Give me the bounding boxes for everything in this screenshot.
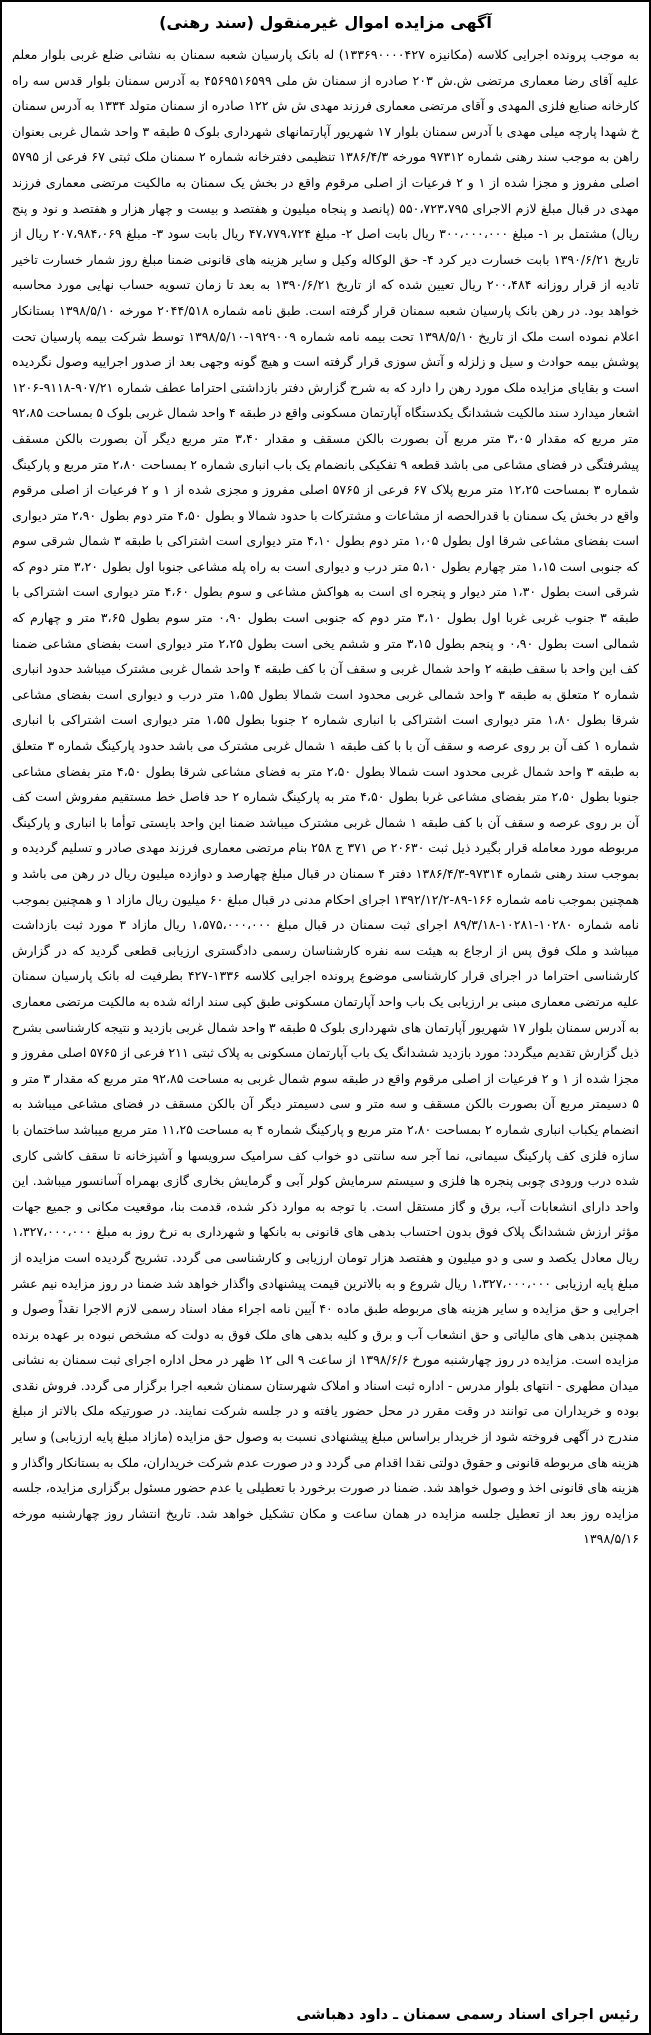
notice-title: آگهی مزایده اموال غیرمنقول (سند رهنی) [159,13,492,32]
notice-signature: رئیس اجرای اسناد رسمی سمنان ـ داود دهباشی [296,2007,639,2023]
notice-body: به موجب پرونده اجرایی کلاسه (مکانیزه ۱۳۳۶۹۰۰۰۰۴۲۷) له بانک پارسیان شعبه سمنان به نشانی ضلع غربی بلوار معلم علیه آقای رضا معماری مرتضی ش.ش ۲۰۳ صادره از سمنان ش ملی ۴۵۶۹۵۱۶۵۹۹ به آدرس سمنان بلوار قدس سه راه کارخانه صنایع فلزی المهدی و آقای مرتضی معماری فرزند مهدی ش ش ۱۲۲ صادره از سمنان متولد ۱۳۳۴ به آدرس سمنان خ شهدا پارچه میلی مهدی با آدرس سمنان بلوار ۱۷ شهریور آپارتمانهای شهرداری بلوک ۵ طبقه ۳ واحد شمال غربی بعنوان راهن به موجب سند رهنی شماره ۹۷۳۱۲ مورخه ۱۳۸۶/۴/۳ تنظیمی دفترخانه شماره ۲ سمنان ملک ثبتی ۶۷ فرعی از ۵۷۹۵ اصلی مفروز و مجزا شده از ۱ و ۲ فرعیات از اصلی مرقوم واقع در بخش یک سمنان به مالکیت مرتضی معماری فرزند مهدی در قبال مبلغ لازم الاجرای ۵۵۰،۷۲۳،۷۹۵ (پانصد و پنجاه میلیون و هفتصد و بیست و چهار هزار و هفتصد و نود و پنج ریال) مشتمل بر ۱- مبلغ ۳۰۰،۰۰۰،۰۰۰ ریال بابت اصل ۲- مبلغ ۴۷،۷۷۹،۷۲۴ ریال بابت سود ۳- مبلغ ۲۰۷،۹۸۴،۰۶۹ ریال از تاریخ ۱۳۹۰/۶/۲۱ بابت خسارت دیر کرد ۴- حق الوکاله وکیل و سایر هزینه های قانونی ضمنا مبلغ روز شمار خسارت تاخیر تادیه از قرار روزانه ۲۰۰،۴۸۴ ریال تعیین شده که از تاریخ ۱۳۹۰/۶/۲۱ به بعد تا زمان تسویه حساب نهایی مورد محاسبه خواهد بود. در رهن بانک پارسیان شعبه سمنان قرار گرفته است. طبق نامه شماره ۲۰۴۴/۵۱۸ مورخه ۱۳۹۸/۵/۱۰ بستانکار اعلام نموده است ملک از تاریخ ۱۳۹۸/۵/۱۰ تحت بیمه نامه شماره ۱۹۲۹۰۰۹-۱۳۹۸/۵/۱۰ توسط شرکت بیمه پارسیان تحت پوشش بیمه حوادث و سیل و زلزله و آتش سوزی قرار گرفته است و هیچ گونه وجهی بعد از صدور اجراییه وصول نگردیده است و بقایای مزایده ملک مورد رهن را دارد که به شرح گزارش دفتر بازداشتی احتراما عطف شماره ۹۰۷/۲۱-۹۱۱۸-۱۲۰۶ اشعار میدارد سند مالکیت ششدانگ یکدستگاه آپارتمان مسکونی واقع در طبقه ۴ واحد شمال غربی بلوک ۵ بمساحت ۹۲،۸۵ متر مربع که مقدار ۳،۰۵ متر مربع آن بصورت بالکن مسقف و مقدار ۳،۴۰ متر مربع دیگر آن بصورت بالکن مسقف پیشرفتگی در فضای مشاعی می باشد قطعه ۹ تفکیکی بانضمام یک باب انباری شماره ۲ بمساحت ۲،۸۰ متر مربع و پارکینگ شماره ۳ بمساحت ۱۲،۲۵ متر مربع پلاک ۶۷ فرعی از ۵۷۶۵ اصلی مفروز و مجزی شده از ۱ و ۲ فرعیات از اصلی مرقوم واقع در بخش یک سمنان با قدرالحصه از مشاعات و مشترکات با حدود شمالا و بطول ۴،۵۰ متر دوم بطول ۲،۹۰ متر دیواری است بفضای مشاعی شرقا اول بطول ۱،۰۵ متر دوم بطول ۴،۱۰ متر دیواری است اشتراکی با طبقه ۳ شمال شرقی سوم که جنوبی است ۱،۱۵ متر چهارم بطول ۵،۱۰ متر درب و دیواری است به راه پله مشاعی جنوبا اول بطول ۳،۲۰ متر دوم که شرقی است بطول ۱،۳۰ متر دیوار و پنجره ای است به هواکش مشاعی و سوم بطول ۴،۶۰ متر دیواری است اشتراکی با طبقه ۳ جنوب غربی غربا اول بطول ۳،۱۰ متر دوم که جنوبی است بطول ۰،۹۰ متر سوم بطول ۳،۶۵ متر و چهارم که شمالی است بطول ۰،۹۰ و پنجم بطول ۳،۱۵ متر و ششم یخی است بطول ۲،۲۵ متر دیواری است بفضای مشاعی ضمنا کف این واحد با سقف طبقه ۲ واحد شمال غربی و سقف آن با کف طبقه ۴ واحد شمال غربی مشترک میباشد حدود انباری شماره ۲ متعلق به طبقه ۳ واحد شمالی غربی محدود است شمالا بطول ۱،۵۵ متر درب و دیواری است بفضای مشاعی شرقا بطول ۱،۸۰ متر دیواری است اشتراکی با انباری شماره ۲ جنوبا بطول ۱،۵۵ متر دیواری است اشتراکی با انباری شماره ۱ کف آن بر روی عرصه و سقف آن با با کف طبقه ۱ شمال غربی مشترک می باشد حدود پارکینگ شماره ۳ متعلق به طبقه ۳ واحد شمال غربی محدود است شمالا بطول ۲،۵۰ متر به فضای مشاعی شرقا بطول ۴،۵۰ متر بفضای مشاعی جنوبا بطول ۲،۵۰ متر بفضای مشاعی غربا بطول ۴،۵۰ متر به پارکینگ شماره ۲ حد فاصل خط مستقیم مفروش است کف آن بر روی عرصه و سقف آن با کف طبقه ۱ شمال غربی مشترک میباشد ضمنا این واحد بایستی توأما با انباری و پارکینگ مربوطه مورد معامله قرار بگیرد ذیل ثبت ۲۰۶۳۰ ص ۳۷۱ ج ۲۵۸ بنام مرتضی معماری فرزند مهدی صادر و تسلیم گردیده و بموجب سند رهنی شماره ۹۷۳۱۴-۱۳۸۶/۴/۳ دفتر ۴ سمنان در قبال مبلغ چهارصد و دوازده میلیون ریال در رهن می باشد و همچنین بموجب نامه شماره ۱۶۶-۸۹-۱۳۹۲/۱۲/۲ اجرای احکام مدنی در قبال مبلغ ۶۰ میلیون ریال مازاد ۱ و همچنین بموجب نامه شماره ۱۰۲۸۰-۱۰۲۸۱-۸۹/۳/۱۸ اجرای ثبت سمنان در قبال مبلغ ۱،۵۷۵،۰۰۰،۰۰۰ ریال مازاد ۳ مورد ثبت بازداشت میباشد و ملک فوق پس از ارجاع به هیئت سه نفره کارشناسان رسمی دادگستری ارزیابی قطعی گردید که در گزارش کارشناسی احتراما در اجرای قرار کارشناسی موضوع پرونده اجرایی کلاسه ۱۳۳۶-۴۲۷ بطرفیت له بانک پارسیان سمنان علیه مرتضی معماری مبنی بر ارزیابی یک باب واحد آپارتمان مسکونی طبق کپی سند ارائه شده به مالکیت مرتضی معماری به آدرس سمنان بلوار ۱۷ شهریور آپارتمان های شهرداری بلوک ۵ طبقه ۳ واحد شمال غربی بازدید و نتیجه کارشناسی بشرح ذیل گزارش تقدیم میگردد: مورد بازدید ششدانگ یک باب آپارتمان مسکونی به پلاک ثبتی ۲۱۱ فرعی از ۵۷۶۵ اصلی مفروز و مجزا شده از ۱ و ۲ فرعیات از اصلی مرقوم واقع در طبقه سوم شمال غربی به مساحت ۹۲،۸۵ متر مربع که مقدار ۳ متر و ۵ دسیمتر مربع آن بصورت بالکن مسقف و سه متر و سی دسیمتر دیگر آن بالکن مسقف در فضای مشاعی میباشد به انضمام یکباب انباری شماره ۲ بمساحت ۲،۸۰ متر مربع و پارکینگ شماره ۴ به مساحت ۱۱،۲۵ متر مربع میباشد ساختمان با سازه فلزی کف پارکینگ سیمانی، نما آجر سه سانتی دو خواب کف سرامیک سرویسها و آشپزخانه تا سقف کاشی کاری شده درب ورودی چوبی پنجره ها فلزی و سیستم سرمایش کولر آبی و گرمایش بخاری گازی بهمراه آسانسور میباشد. این واحد دارای انشعابات آب، برق و گاز مستقل است. با توجه به موارد ذکر شده، قدمت بنا، موقعیت مکانی و جمیع جهات مؤثر ارزش ششدانگ پلاک فوق بدون احتساب بدهی های قانونی به بانکها و شهرداری به نرخ روز به مبلغ ۱،۳۲۷،۰۰۰،۰۰۰ ریال معادل یکصد و سی و دو میلیون و هفتصد هزار تومان ارزیابی و کارشناسی می گردد. تشریح گردیده است مزایده از مبلغ پایه ارزیابی ۱،۳۲۷،۰۰۰،۰۰۰ ریال شروع و به بالاترین قیمت پیشنهادی واگذار خواهد شد ضمنا در روز مزایده نیم عشر اجرایی و حق مزایده و سایر هزینه های مربوطه طبق ماده ۴۰ آیین نامه اجراء مفاد اسناد رسمی لازم الاجرا نقداً وصول و همچنین بدهی های مالیاتی و حق انشعاب آب و برق و کلیه بدهی های ملک فوق به دولت که مشخص نبوده بر عهده برنده مزایده است. مزایده در روز چهارشنبه مورخ ۱۳۹۸/۶/۶ از ساعت ۹ الی ۱۲ ظهر در محل اداره اجرای ثبت سمنان به نشانی میدان مطهری - انتهای بلوار مدرس - اداره ثبت اسناد و املاک شهرستان سمنان شعبه اجرا برگزار می گردد. فروش نقدی بوده و خریداران می توانند در وقت مقرر در محل حضور یافته و در جلسه شرکت نمایند. در صورتیکه ملک بالاتر از مبلغ مندرج در آگهی فروخته شود از خریدار براساس مبلغ پیشنهادی نسبت به وصول حق مزایده (مازاد مبلغ پایه ارزیابی) و سایر هزینه های مربوطه قانونی و حقوق دولتی نقدا اقدام می گردد و در صورت عدم شرکت خریداران، ملک به بستانکار واگذار و هزینه های قانونی اخذ و وصول خواهد شد. ضمنا در صورت برخورد با تعطیلی یا عدم حضور مسئول برگزاری مزایده، جلسه مزایده روز بعد از تعطیل جلسه مزایده در همان ساعت و مکان تشکیل خواهد شد. تاریخ انتشار روز چهارشنبه مورخه ۱۳۹۸/۵/۱۶ [12,47,640,1547]
